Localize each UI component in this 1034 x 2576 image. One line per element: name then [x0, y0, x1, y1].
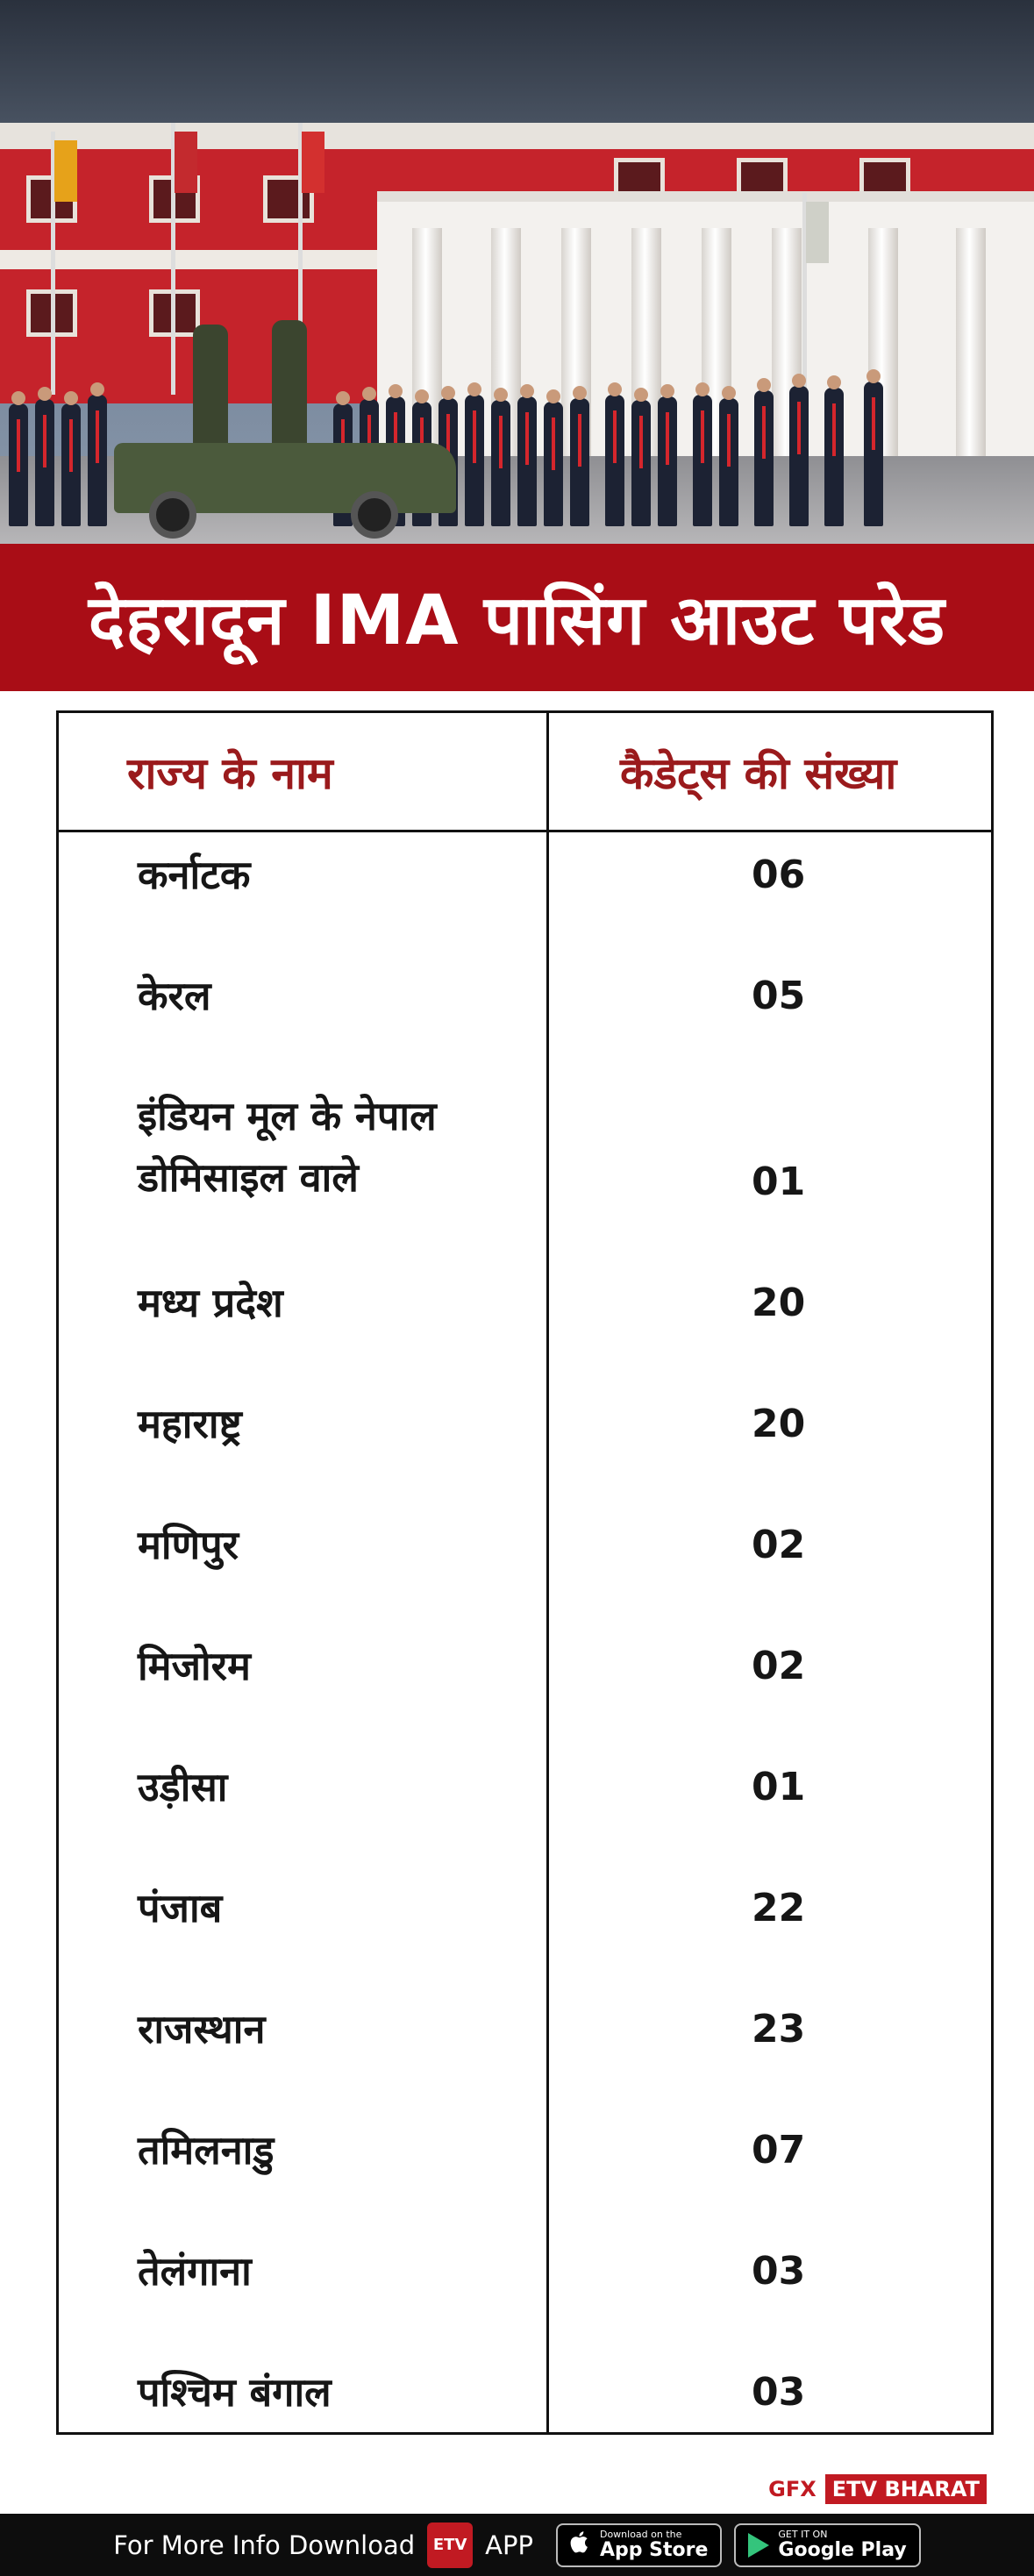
jeep-wheel [351, 491, 398, 539]
row-state: केरल [138, 973, 211, 1019]
row-state: मध्य प्रदेश [138, 1280, 283, 1326]
credit-brand-label: ETV BHARAT [825, 2474, 987, 2504]
row-state: तमिलनाडु [138, 2127, 275, 2173]
google-play-label: Google Play [778, 2538, 907, 2561]
row-state: महाराष्ट्र [138, 1401, 242, 1447]
officer [272, 320, 307, 447]
roof-eave [0, 123, 1034, 149]
row-count: 20 [752, 1281, 806, 1325]
row-state: राजस्थान [138, 2006, 266, 2052]
column-header-count: कैडेट्स की संख्या [620, 747, 897, 799]
cadets-by-state-table [56, 710, 994, 2435]
flag [806, 202, 829, 263]
title-banner [0, 544, 1034, 691]
jeep-wheel [149, 491, 196, 539]
row-count: 02 [752, 1644, 806, 1688]
building-roof [0, 0, 1034, 132]
row-state-line2: डोमिसाइल वाले [138, 1154, 359, 1201]
row-state: उड़ीसा [138, 1764, 228, 1810]
row-state: पश्चिम बंगाल [138, 2369, 332, 2415]
row-state: इंडियन मूल के नेपाल [138, 1093, 437, 1139]
row-count: 23 [752, 2007, 806, 2052]
row-count: 02 [752, 1523, 806, 1567]
flag [175, 132, 197, 193]
play-store-icon [748, 2533, 769, 2558]
etv-bharat-logo[interactable]: ETV [427, 2522, 473, 2568]
flag [302, 132, 324, 193]
google-play-small-label: GET IT ON [778, 2529, 828, 2541]
google-play-badge[interactable] [734, 2523, 920, 2567]
footer-app-label: APP [485, 2530, 533, 2560]
row-count: 05 [752, 974, 806, 1018]
row-count: 06 [752, 853, 806, 897]
credit-gfx-label: GFX [768, 2477, 817, 2501]
row-count: 20 [752, 1402, 806, 1446]
app-store-small-label: Download on the [599, 2529, 682, 2541]
app-store-label: App Store [599, 2538, 709, 2561]
column-header-state: राज्य के नाम [127, 747, 333, 799]
row-state: मणिपुर [138, 1522, 239, 1568]
row-count: 22 [752, 1886, 806, 1930]
row-state: तेलंगाना [138, 2248, 252, 2294]
flag [54, 140, 77, 202]
footer-text: For More Info Download [113, 2530, 416, 2560]
apple-icon [570, 2530, 591, 2560]
row-count: 03 [752, 2249, 806, 2294]
app-store-badge[interactable] [556, 2523, 722, 2567]
column-divider [546, 713, 549, 2432]
row-count: 03 [752, 2370, 806, 2415]
row-state: मिजोरम [138, 1643, 251, 1689]
row-count: 07 [752, 2128, 806, 2173]
header-divider [59, 830, 991, 832]
row-count: 01 [752, 1160, 806, 1204]
row-state: पंजाब [138, 1885, 223, 1931]
row-count: 01 [752, 1765, 806, 1809]
hero-photo [0, 0, 1034, 544]
officer [193, 325, 228, 447]
row-state: कर्नाटक [138, 852, 251, 898]
page-title: देहरादून IMA पासिंग आउट परेड [88, 582, 946, 660]
graphics-credit [768, 2473, 987, 2505]
download-footer [0, 2514, 1034, 2576]
